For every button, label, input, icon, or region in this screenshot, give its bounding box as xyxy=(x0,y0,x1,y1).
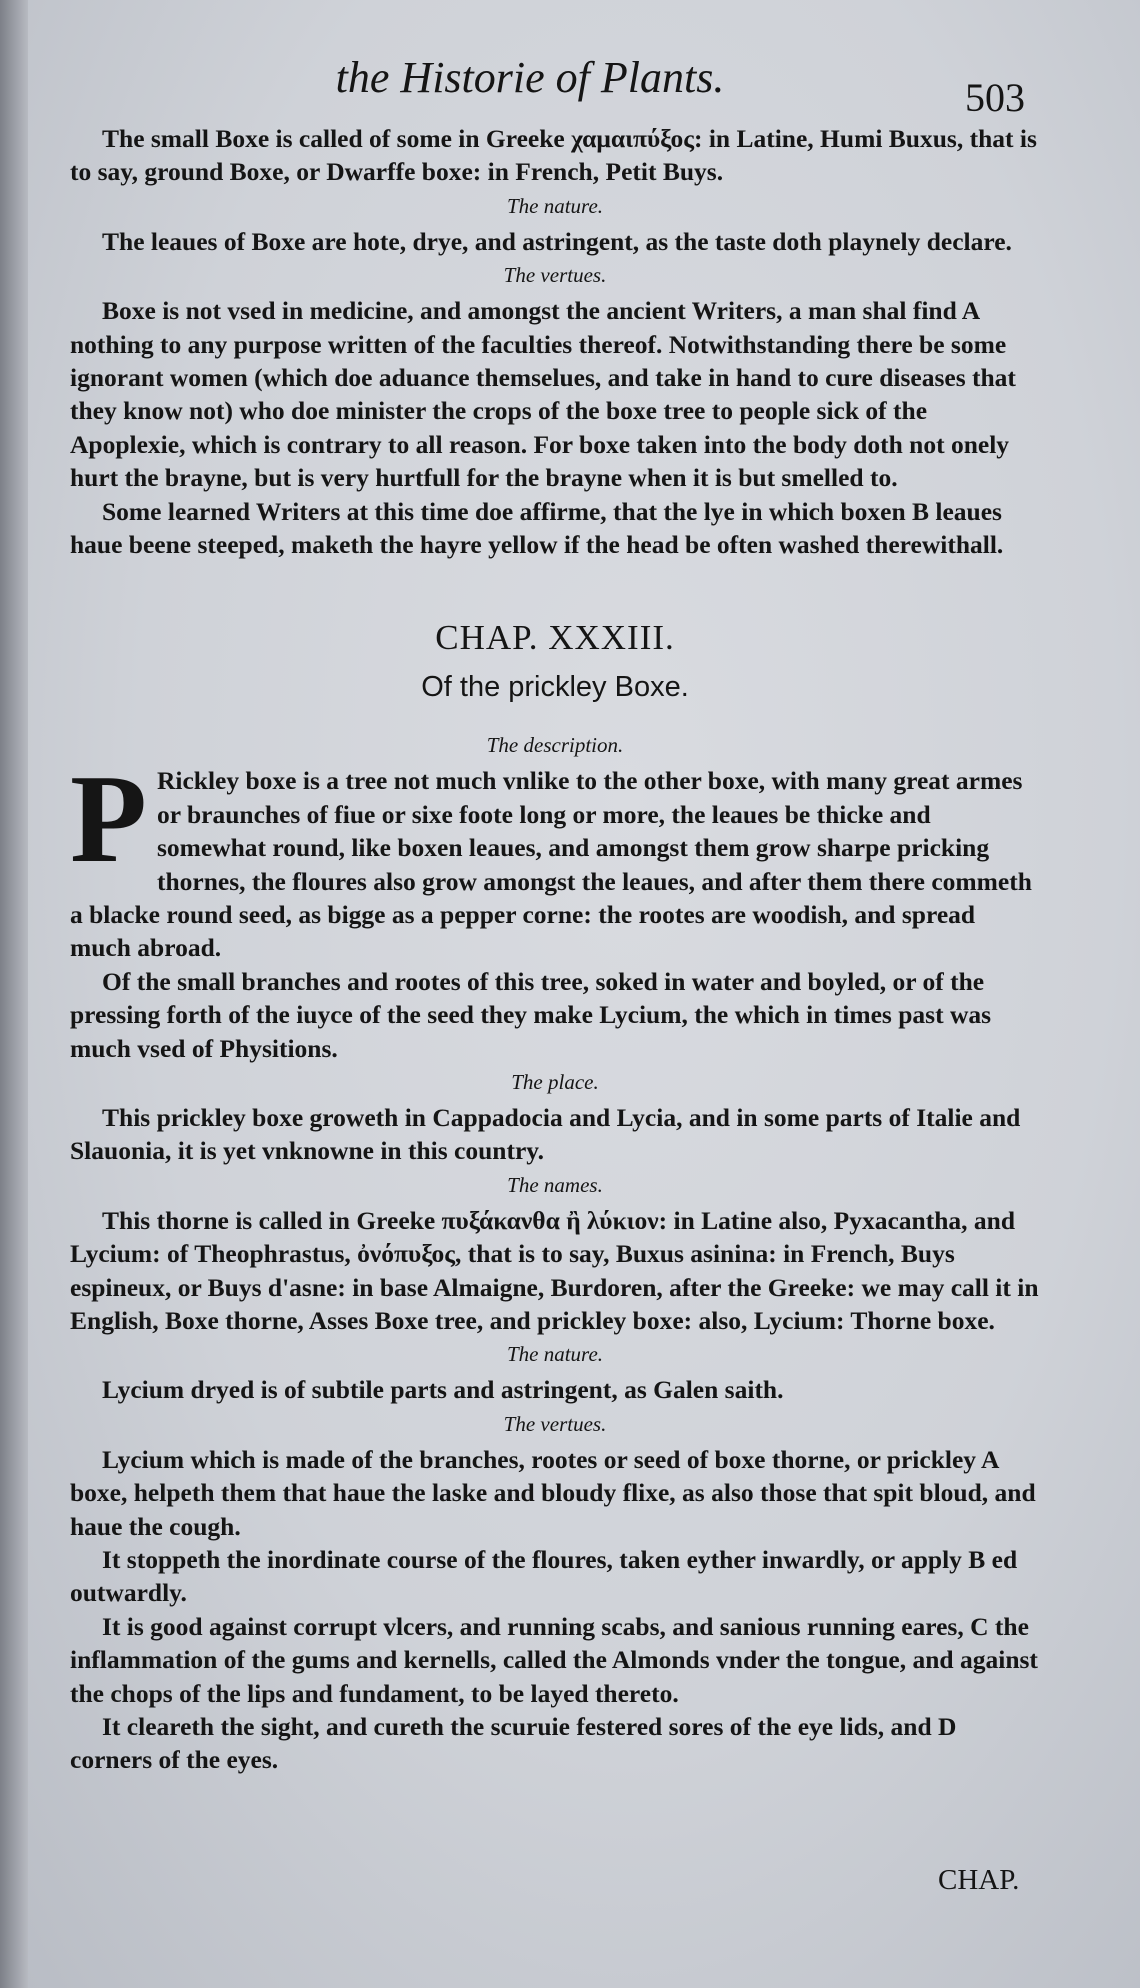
section-heading: The vertues. xyxy=(503,1411,607,1436)
drop-cap-letter: P xyxy=(70,750,147,890)
section-heading: The names. xyxy=(507,1172,603,1197)
paragraph: The leaues of Boxe are hote, drye, and astringent, as the taste doth playnely declare. xyxy=(102,226,1012,256)
paragraph: The small Boxe is called of some in Greeke χαμαιπύξος: in Latine, Humi Buxus, that is to say, ground Boxe, or Dwarffe boxe: in French, Petit Buys. xyxy=(70,124,1037,187)
paragraph: Boxe is not vsed in medicine, and amongst the ancient Writers, a man shal find A nothing to any purpose written of the faculties thereof. Notwithstanding there be some ignorant women (which doe aduance themselues, and take in hand to cure diseases that they know not) who doe minister the crops of the boxe tree to people sick of the Apoplexie, which is contrary to all reason. For boxe taken into the body doth not onely hurt the brayne, but is very hurtfull for the brayne when it is but smelled to. xyxy=(70,296,1016,493)
page-body xyxy=(70,122,1040,1777)
section-heading: The description. xyxy=(486,733,624,758)
section-heading: The nature. xyxy=(506,1342,604,1367)
chapter-title: Of the prickley Boxe. xyxy=(421,670,689,703)
paragraph-with-dropcap xyxy=(70,750,1040,964)
page-number: 503 xyxy=(965,75,1025,120)
chapter-number: CHAP. XXXIII. xyxy=(435,618,675,658)
paragraph: It is good against corrupt vlcers, and running scabs, and sanious running eares, C the inflammation of the gums and kernells, called the Almonds vnder the tongue, and against the chops of the lips and fundament, to be layed thereto. xyxy=(70,1611,1038,1708)
section-heading: The nature. xyxy=(506,193,604,218)
paragraph: This prickley boxe groweth in Cappadocia and Lycia, and in some parts of Italie and Slauonia, it is yet vnknowne in this country. xyxy=(70,1102,1021,1166)
paragraph: It stoppeth the inordinate course of the floures, taken eyther inwardly, or apply B ed outwardly. xyxy=(70,1545,1018,1608)
section-heading: The vertues. xyxy=(503,263,607,288)
section-heading: The place. xyxy=(511,1069,599,1094)
book-spine-shadow xyxy=(0,0,28,1988)
paragraph: Lycium dryed is of subtile parts and astringent, as Galen saith. xyxy=(102,1375,784,1405)
catchword: CHAP. xyxy=(938,1864,1020,1896)
paragraph: This thorne is called in Greeke πυξάκανθα ἢ λύκιον: in Latine also, Pyxacantha, and Lycium: of Theophrastus, ὀνόπυξος, that is to say, Buxus asinina: in French, Buys espineux, or Buys d'asne: in base Almaigne, Burdoren, after the Greeke: we may call it in English, Boxe thorne, Asses Boxe tree, and prickley boxe: also, Lycium: Thorne boxe. xyxy=(70,1205,1039,1335)
paragraph: Lycium which is made of the branches, rootes or seed of boxe thorne, or prickley A boxe, helpeth them that haue the laske and bloudy flixe, as also those that spit bloud, and haue the cough. xyxy=(70,1444,1036,1541)
paragraph: It cleareth the sight, and cureth the scuruie festered sores of the eye lids, and D corners of the eyes. xyxy=(70,1712,957,1775)
paragraph: Some learned Writers at this time doe affirme, that the lye in which boxen B leaues haue beene steeped, maketh the hayre yellow if the head be often washed therewithall. xyxy=(70,496,1004,560)
paragraph: Of the small branches and rootes of this tree, soked in water and boyled, or of the pressing forth of the iuyce of the seed they make Lycium, the which in times past was much vsed of Physitions. xyxy=(70,966,992,1063)
running-head: the Historie of Plants. xyxy=(335,53,725,102)
paragraph-text: Rickley boxe is a tree not much vnlike to the other boxe, with many great armes or braunches of fiue or sixe foote long or more, the leaues be thicke and somewhat round, like boxen leaues, and amongst them grow sharpe pricking thornes, the floures also grow amongst the leaues, and after them there commeth a blacke round seed, as bigge as a pepper corne: the rootes are woodish, and spread much abroad. xyxy=(70,766,1032,963)
